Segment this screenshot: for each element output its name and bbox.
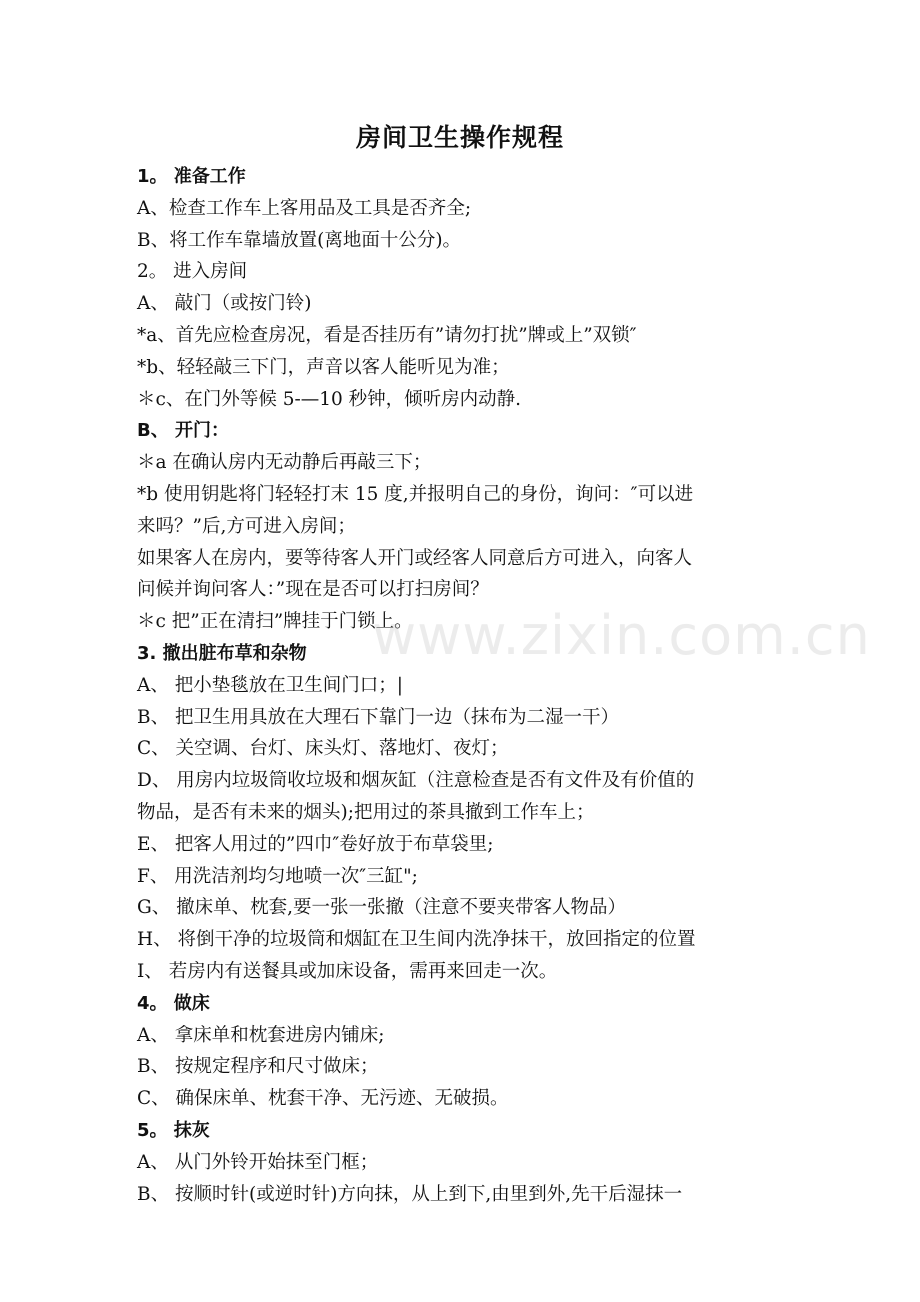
text-line: B、 按顺时针(或逆时针)方向抹，从上到下,由里到外,先干后湿抹一: [137, 1183, 683, 1205]
section-heading: B、 开门：: [137, 420, 229, 442]
section-heading: 5。 抹灰: [137, 1119, 210, 1141]
text-line: C、 关空调、台灯、床头灯、落地灯、夜灯；: [137, 738, 509, 760]
text-line: A、 从门外铃开始抹至门框；: [137, 1151, 379, 1173]
text-line: B、将工作车靠墙放置(离地面十公分)。: [137, 229, 462, 251]
text-line: B、 按规定程序和尺寸做床；: [137, 1056, 379, 1078]
text-line: ＊c、在门外等候 5-—10 秒钟，倾听房内动静.: [137, 388, 522, 410]
text-line: *b 使用钥匙将门轻轻打末 15 度,并报明自己的身份，询问：″可以进: [137, 483, 694, 505]
section-heading: 4。 做床: [137, 992, 210, 1014]
text-line: I、 若房内有送餐具或加床设备，需再来回走一次。: [137, 960, 558, 982]
text-line: F、 用洗洁剂均匀地喷一次″三缸";: [137, 865, 418, 887]
text-line: G、 撤床单、枕套,要一张一张撤（注意不要夹带客人物品）: [137, 897, 627, 919]
section-heading: 1。 准备工作: [137, 166, 246, 187]
text-line: A、 拿床单和枕套进房内铺床;: [137, 1024, 385, 1046]
text-line: B、 把卫生用具放在大理石下靠门一边（抹布为二湿一干）: [137, 706, 619, 728]
text-line: *a、首先应检查房况，看是否挂历有”请勿打扰”牌或上”双锁″: [137, 324, 637, 346]
text-line: *b、轻轻敲三下门，声音以客人能听见为准；: [137, 356, 510, 378]
document-title: 房间卫生操作规程: [355, 123, 564, 152]
section-heading: 3. 撤出脏布草和杂物: [137, 642, 307, 664]
text-line: H、 将倒干净的垃圾筒和烟缸在卫生间内洗净抹干，放回指定的位置: [137, 929, 696, 951]
text-line: 2。 进入房间: [137, 261, 248, 283]
text-line: D、 用房内垃圾筒收垃圾和烟灰缸（注意检查是否有文件及有价值的: [137, 770, 695, 792]
text-line: 问候并询问客人：”现在是否可以打扫房间？: [137, 579, 489, 601]
text-line: ＊c 把”正在清扫”牌挂于门锁上。: [137, 611, 413, 633]
watermark: www.zixin.com.cn: [372, 604, 871, 667]
text-line: ＊a 在确认房内无动静后再敲三下；: [137, 452, 432, 474]
text-line: 来吗？”后,方可进入房间；: [137, 515, 356, 537]
text-line: A、 敲门（或按门铃): [137, 293, 312, 315]
text-line: A、检查工作车上客用品及工具是否齐全;: [137, 197, 472, 219]
text-line: 如果客人在房内，要等待客人开门或经客人同意后方可进入，向客人: [137, 547, 693, 569]
text-line: E、 把客人用过的”四巾″卷好放于布草袋里;: [137, 833, 494, 855]
document-body: [137, 161, 797, 1210]
text-line: 物品，是否有未来的烟头);把用过的茶具撤到工作车上；: [137, 801, 595, 823]
text-line: A、 把小垫毯放在卫生间门口；|: [137, 674, 403, 696]
text-line: C、 确保床单、枕套干净、无污迹、无破损。: [137, 1088, 509, 1110]
